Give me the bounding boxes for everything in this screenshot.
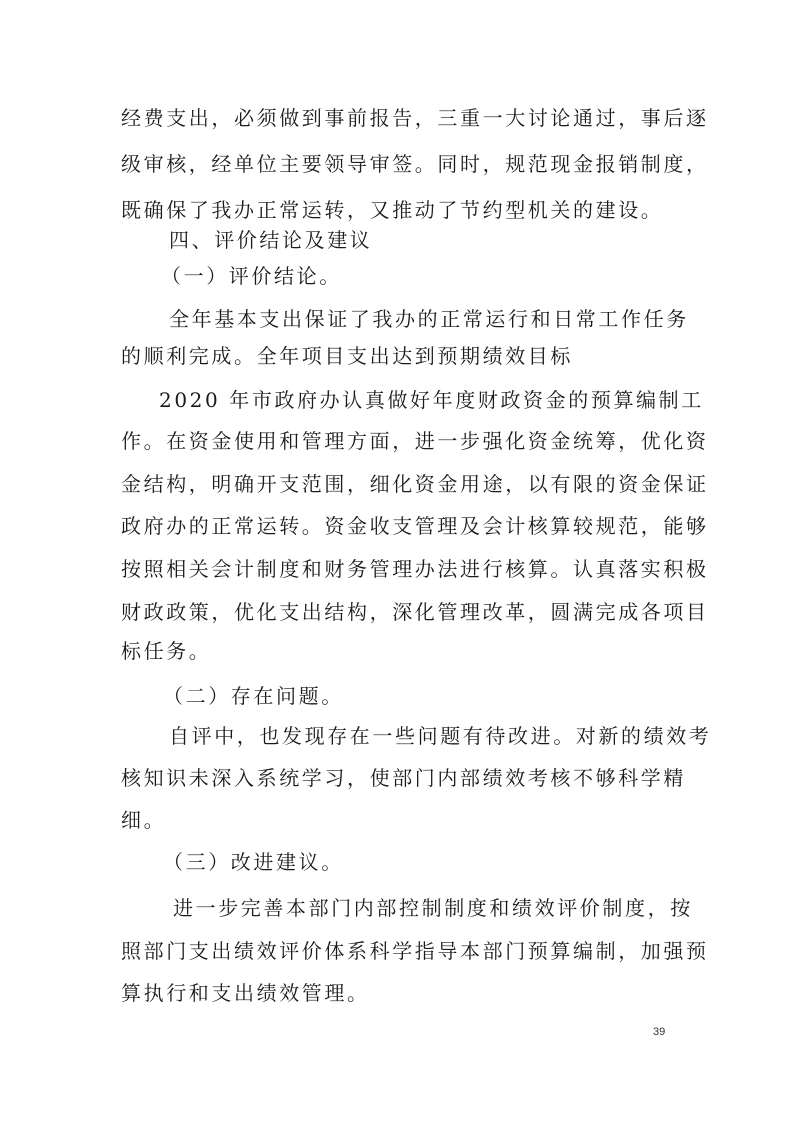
paragraph-line: 算执行和支出绩效管理。 (121, 981, 370, 1005)
subsection-heading: （二）存在问题。 (163, 684, 344, 708)
paragraph-line: 按照相关会计制度和财务管理办法进行核算。认真落实积极 (121, 557, 709, 581)
paragraph-line: 政府办的正常运转。资金收支管理及会计核算较规范，能够 (121, 514, 709, 538)
subsection-heading: （一）评价结论。 (161, 264, 342, 288)
paragraph-line: 级审核，经单位主要领导审签。同时，规范现金报销制度， (121, 152, 709, 176)
paragraph-line: 全年基本支出保证了我办的正常运行和日常工作任务 (169, 307, 689, 331)
paragraph-line: 细。 (121, 808, 167, 832)
paragraph-line: 核知识未深入系统学习，使部门内部绩效考核不够科学精 (121, 766, 686, 790)
section-heading: 四、评价结论及建议 (169, 228, 373, 252)
paragraph-line: 的顺利完成。全年项目支出达到预期绩效目标 (121, 344, 573, 368)
paragraph-line: 既确保了我办正常运转，又推动了节约型机关的建设。 (121, 198, 664, 222)
paragraph-line: 经费支出，必须做到事前报告，三重一大讨论通过，事后逐 (121, 106, 709, 130)
page-number: 39 (653, 1026, 666, 1038)
paragraph-line: 自评中，也发现存在一些问题有待改进。对新的绩效考 (169, 724, 712, 748)
paragraph-line: 照部门支出绩效评价体系科学指导本部门预算编制，加强预 (121, 939, 709, 963)
paragraph-line: 2020 年市政府办认真做好年度财政资金的预算编制工 (159, 388, 704, 412)
paragraph-line: 作。在资金使用和管理方面，进一步强化资金统筹，优化资 (121, 429, 709, 453)
subsection-heading: （三）改进建议。 (163, 850, 344, 874)
paragraph-line: 金结构，明确开支范围，细化资金用途，以有限的资金保证 (121, 472, 709, 496)
paragraph-line: 进一步完善本部门内部控制制度和绩效评价制度，按 (173, 896, 693, 920)
paragraph-line: 财政政策，优化支出结构，深化管理改革，圆满完成各项目 (121, 600, 709, 624)
paragraph-line: 标任务。 (121, 639, 212, 663)
